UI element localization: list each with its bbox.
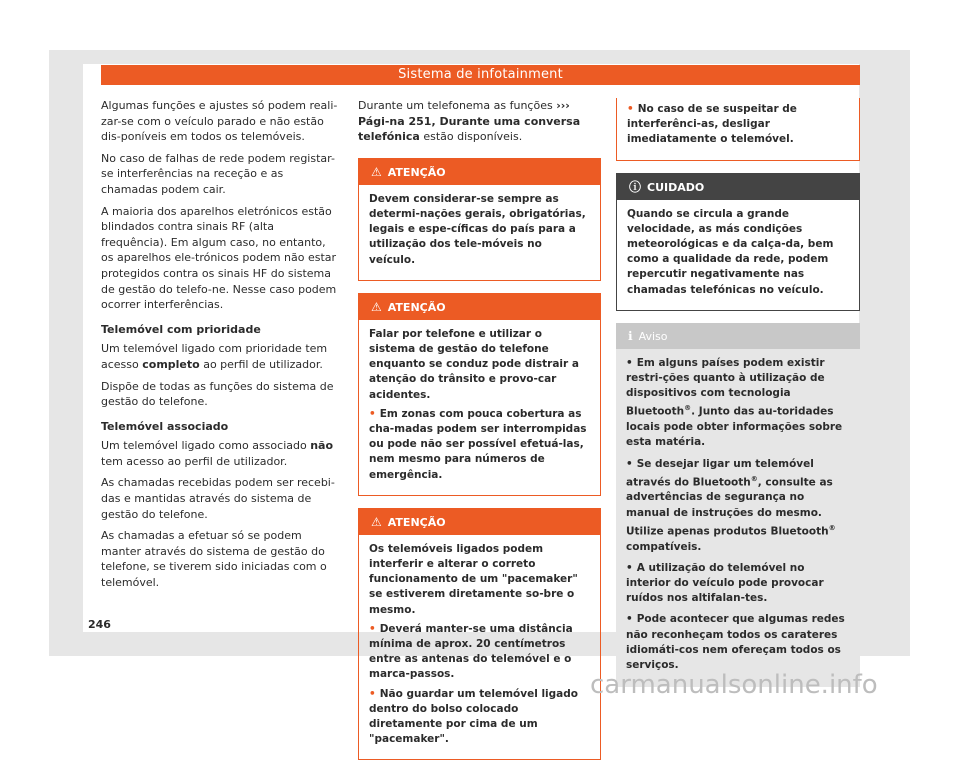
bullet-icon: • — [626, 457, 633, 470]
note-box — [616, 323, 860, 687]
column-left — [101, 98, 341, 597]
warning-body: Devem considerar-se sempre as determi-nações gerais, obrigatórias, legais e espe-cíficas do país para a utilização dos tele-móveis no veículo. — [369, 192, 586, 266]
caution-body: Quando se circula a grande velocidade, as más condições meteorológicas e da calça-da, bem como a qualidade da rede, podem repercutir negativamente nas chamadas telefónicas no veículo. — [627, 207, 834, 296]
warning-header: ⚠ ATENÇÃO — [359, 509, 600, 535]
caution-box — [616, 173, 860, 311]
warning-triangle-icon: ⚠ — [371, 299, 382, 314]
warning-box — [358, 158, 601, 281]
subheading-associated-phone: Telemóvel associado — [101, 419, 229, 433]
info-circle-icon: ⓘ — [629, 179, 642, 194]
page-number: 246 — [88, 618, 111, 631]
warning-body: Os telemóveis ligados podem interferir e alterar o correto funcionamento de um "pacemaker" se estiverem diretamente so-bre o mesmo. • Deverá manter-se uma distância mínima de aprox. 20 centímetros entre as antenas do telemóvel e o marca-passos. • Não guardar um telemóvel ligado dentro do bolso colocado diretamente por cima de um "pacemaker". — [369, 542, 578, 746]
section-header: Sistema de infotainment — [101, 65, 860, 85]
subheading-priority-phone: Telemóvel com prioridade — [101, 322, 261, 336]
page-reference-link[interactable]: ››› Pági-na 251, Durante uma conversa telefónica — [358, 99, 581, 144]
bullet-icon: • — [369, 622, 376, 635]
paragraph: As chamadas a efetuar só se podem manter através do sistema de gestão do telefone, se tiverem sido iniciadas com o telemóvel. — [101, 529, 327, 590]
bullet-icon: • — [626, 356, 633, 369]
note-body: • Em alguns países podem existir restri-ções quanto à utilização de dispositivos com tecnologia Bluetooth®. Junto das au-toridades locais pode obter informações sobre esta matéria. • Se desejar ligar um telemóvel através do Bluetooth®, consulte as advertências de segurança no manual de instruções do mesmo. Utilize apenas produtos Bluetooth® compatíveis. • A utilização do telemóvel no interior do veículo pode provocar ruídos nos altifalan-tes. • Pode acontecer que algumas redes não reconheçam todos os carateres idiomáti-cos nem ofereçam todos os serviços. — [626, 356, 845, 671]
column-right — [616, 98, 860, 699]
column-middle — [358, 98, 601, 772]
warning-triangle-icon: ⚠ — [371, 514, 382, 529]
bullet-icon: • — [627, 103, 634, 115]
paragraph: Um telemóvel ligado como associado não tem acesso ao perfil de utilizador. — [101, 439, 334, 468]
warning-box — [358, 508, 601, 761]
warning-continuation: • No caso de se suspeitar de interferênci-as, desligar imediatamente o telemóvel. — [616, 98, 860, 161]
note-header: ℹ Aviso — [616, 323, 860, 349]
warning-triangle-icon: ⚠ — [371, 164, 382, 179]
paragraph: As chamadas recebidas podem ser recebi-das e mantidas através do sistema de gestão do telefone. — [101, 476, 335, 521]
paragraph: Algumas funções e ajustes só podem reali-zar-se com o veículo parado e não estão dis-poníveis em todos os telemóveis. — [101, 99, 338, 144]
paragraph: Dispõe de todas as funções do sistema de gestão do telefone. — [101, 379, 334, 409]
caution-header: ⓘ CUIDADO — [617, 174, 859, 200]
bullet-icon: • — [369, 687, 376, 700]
paragraph: Um telemóvel ligado com prioridade tem acesso completo ao perfil de utilizador. — [101, 342, 328, 371]
bullet-icon: • — [626, 613, 633, 626]
paragraph: A maioria dos aparelhos eletrónicos estão blindados contra sinais RF (alta frequência). Em algum caso, no entanto, os aparelhos ele-trónicos podem não estar protegidos contra os sinais HF do sistema de gestão do telefo-ne. Nesse caso podem ocorrer interferências. — [101, 204, 337, 312]
paragraph: No caso de falhas de rede podem registar-se interferências na receção e as chamadas podem cair. — [101, 151, 335, 196]
info-icon: ℹ — [628, 328, 633, 343]
watermark: carmanualsonline.info — [590, 670, 878, 700]
paragraph-intro: Durante um telefonema as funções ››› Pági-na 251, Durante uma conversa telefónica estão disponíveis. — [358, 99, 581, 144]
warning-box — [358, 293, 601, 496]
bullet-icon: • — [626, 561, 633, 574]
warning-header: ⚠ ATENÇÃO — [359, 159, 600, 185]
warning-header: ⚠ ATENÇÃO — [359, 294, 600, 320]
bullet-icon: • — [369, 407, 376, 420]
warning-body: Falar por telefone e utilizar o sistema de gestão do telefone enquanto se conduz pode distrair a atenção do trânsito e provo-car acidentes. • Em zonas com pouca cobertura as cha-madas podem ser interrompidas ou pode não ser possível efetuá-las, nem mesmo para números de emergência. — [369, 327, 587, 481]
